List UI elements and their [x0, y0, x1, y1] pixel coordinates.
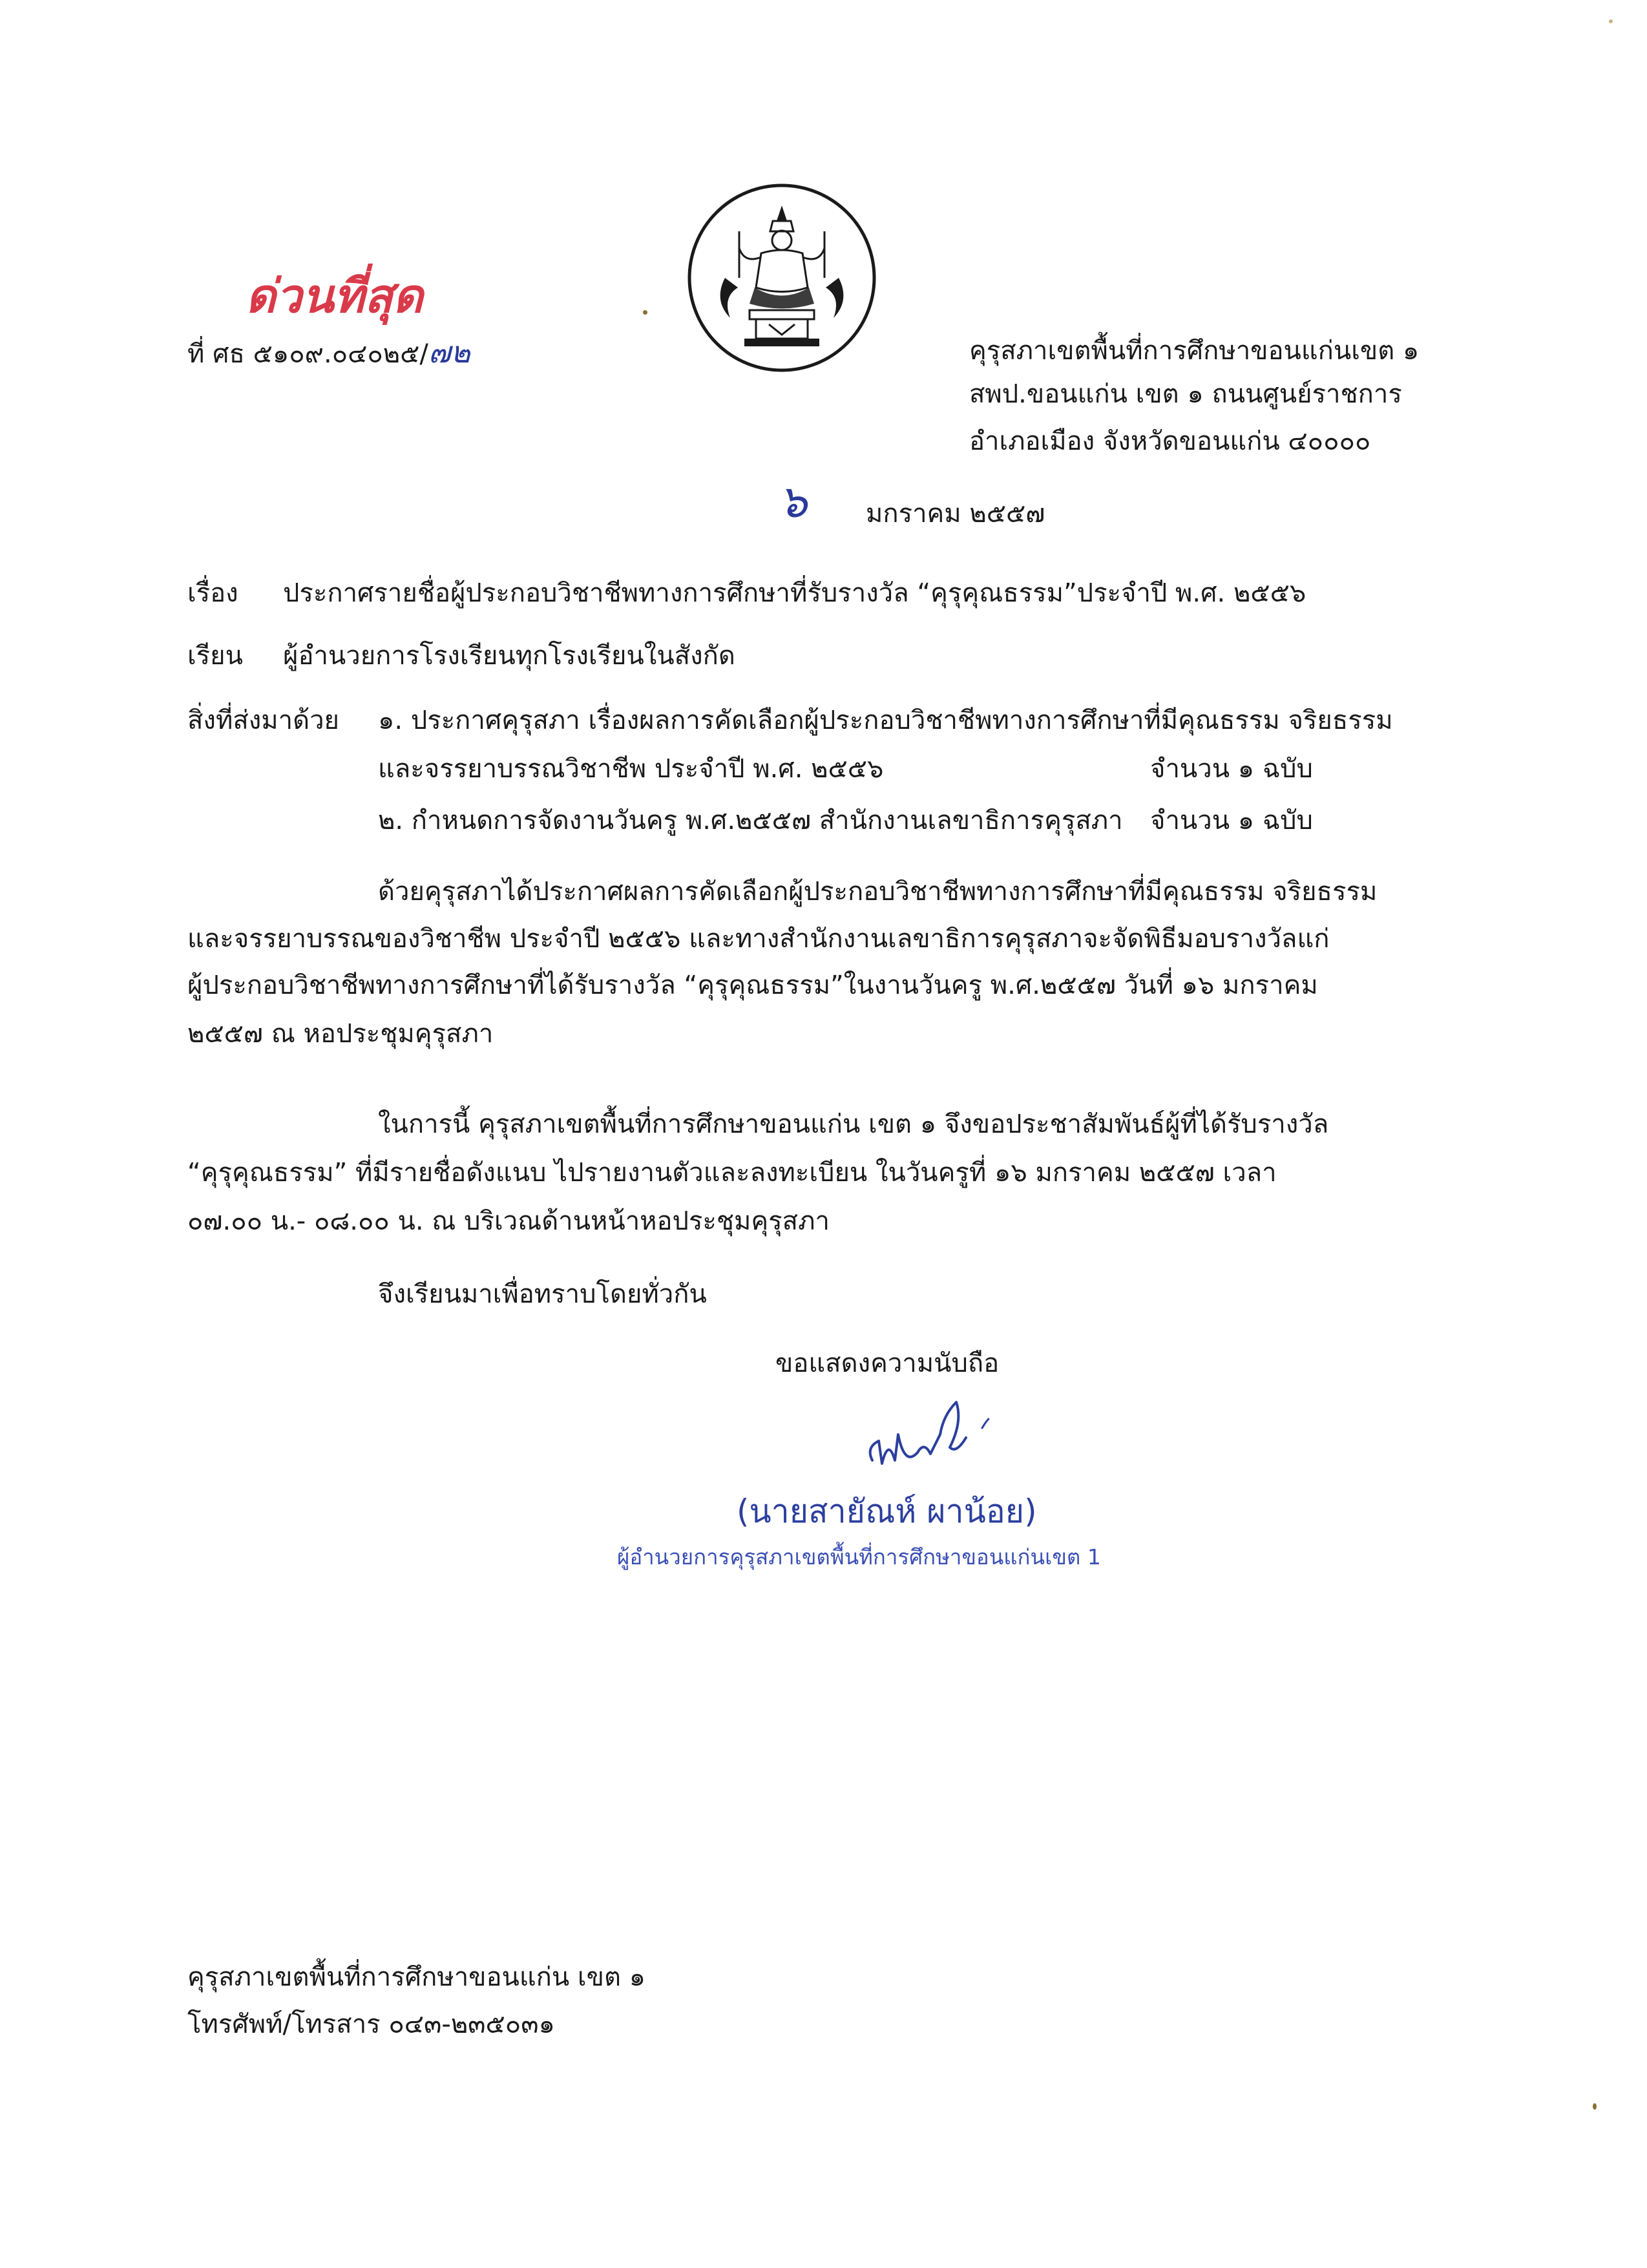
footer-office: คุรุสภาเขตพื้นที่การศึกษาขอนแก่น เขต ๑: [187, 1962, 646, 1992]
kurusapha-seal-icon: [685, 181, 879, 375]
sender-address-line1: คุรุสภาเขตพื้นที่การศึกษาขอนแก่นเขต ๑: [969, 336, 1420, 366]
reference-prefix: ที่ ศธ ๕๑๐๙.๐๔๐๒๕/: [187, 339, 428, 369]
closing-text: จึงเรียนมาเพื่อทราบโดยทั่วกัน: [378, 1279, 707, 1309]
enclosure-item1-line1: ๑. ประกาศคุรุสภา เรื่องผลการคัดเลือกผู้ประกอบวิชาชีพทางการศึกษาที่มีคุณธรรม จริยธรรม: [378, 706, 1393, 735]
date-month-year: มกราคม ๒๕๕๗: [866, 499, 1045, 529]
reference-number: [187, 336, 470, 370]
date-day-handwritten: ๖: [779, 475, 808, 528]
enclosure-item2-quantity: จำนวน ๑ ฉบับ: [1150, 806, 1313, 835]
scan-speck: [643, 310, 647, 315]
recipient-text: ผู้อำนวยการโรงเรียนทุกโรงเรียนในสังกัด: [283, 641, 735, 671]
enclosure-item2-line1: ๒. กำหนดการจัดงานวันครู พ.ศ.๒๕๕๗ สำนักงานเลขาธิการคุรุสภา: [378, 806, 1123, 835]
signer-name: (นายสายัณห์ ผาน้อย): [737, 1493, 1037, 1530]
enclosure-item1-quantity: จำนวน ๑ ฉบับ: [1150, 754, 1313, 784]
footer-phone: โทรศัพท์/โทรสาร ๐๔๓-๒๓๕๐๓๑: [187, 2010, 555, 2039]
regards-text: ขอแสดงความนับถือ: [775, 1349, 1000, 1378]
subject-label: เรื่อง: [187, 578, 238, 608]
paragraph1-line2: และจรรยาบรรณของวิชาชีพ ประจำปี ๒๕๕๖ และทางสำนักงานเลขาธิการคุรุสภาจะจัดพิธีมอบรางวัลแก่: [187, 924, 1330, 954]
sender-address-line2: สพป.ขอนแก่น เขต ๑ ถนนศูนย์ราชการ: [969, 379, 1402, 409]
recipient-label: เรียน: [187, 641, 243, 671]
scan-speck: [1593, 2103, 1597, 2110]
paragraph2-line1: ในการนี้ คุรุสภาเขตพื้นที่การศึกษาขอนแก่น เขต ๑ จึงขอประชาสัมพันธ์ผู้ที่ได้รับรางวัล: [378, 1109, 1329, 1139]
subject-text: ประกาศรายชื่อผู้ประกอบวิชาชีพทางการศึกษาที่รับรางวัล “คุรุคุณธรรม”ประจำปี พ.ศ. ๒๕๕๖: [283, 578, 1306, 608]
handwritten-reference-no: ๗๒: [428, 335, 470, 370]
enclosures-label: สิ่งที่ส่งมาด้วย: [187, 706, 339, 735]
paragraph2-line2: “คุรุคุณธรรม” ที่มีรายชื่อดังแนบ ไปรายงานตัวและลงทะเบียน ในวันครูที่ ๑๖ มกราคม ๒๕๕๗ เวลา: [187, 1158, 1277, 1188]
signer-title: ผู้อำนวยการคุรุสภาเขตพื้นที่การศึกษาขอนแก่นเขต 1: [617, 1544, 1101, 1570]
scan-speck: [1609, 19, 1613, 23]
enclosure-item1-line2: และจรรยาบรรณวิชาชีพ ประจำปี พ.ศ. ๒๕๕๖: [378, 754, 884, 784]
paragraph1-line4: ๒๕๕๗ ณ หอประชุมคุรุสภา: [187, 1019, 494, 1049]
sender-address-line3: อำเภอเมือง จังหวัดขอนแก่น ๔๐๐๐๐: [969, 426, 1371, 456]
paragraph2-line3: ๐๗.๐๐ น.- ๐๘.๐๐ น. ณ บริเวณด้านหน้าหอประชุมคุรุสภา: [187, 1206, 830, 1236]
urgent-stamp: ด่วนที่สุด: [246, 269, 423, 323]
paragraph1-line3: ผู้ประกอบวิชาชีพทางการศึกษาที่ได้รับรางวัล “คุรุคุณธรรม”ในงานวันครู พ.ศ.๒๕๕๗ วันที่ ๑๖ มกราคม: [187, 971, 1318, 1000]
handwritten-signature: [859, 1376, 1021, 1473]
paragraph1-line1: ด้วยคุรุสภาได้ประกาศผลการคัดเลือกผู้ประกอบวิชาชีพทางการศึกษาที่มีคุณธรรม จริยธรรม: [378, 877, 1378, 907]
